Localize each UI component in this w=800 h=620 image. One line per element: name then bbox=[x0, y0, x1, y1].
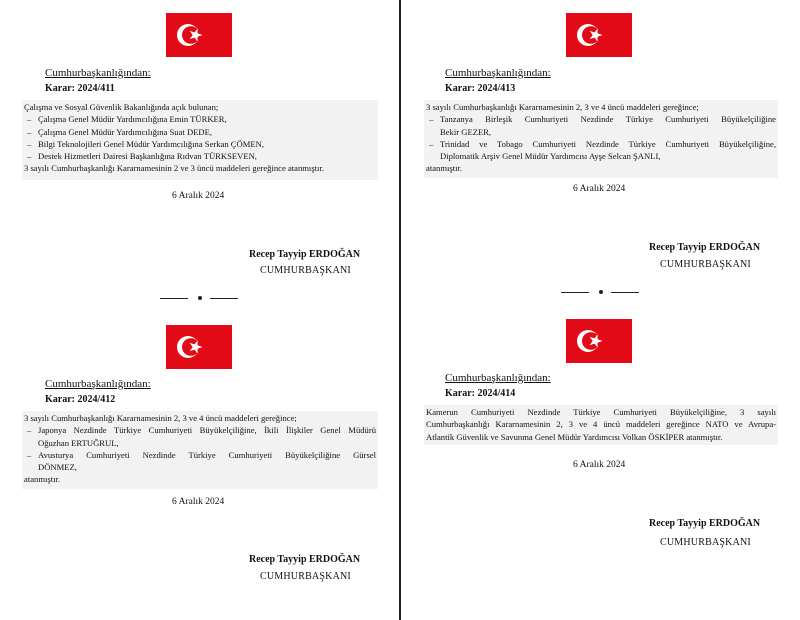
decree-intro: Çalışma ve Sosyal Güvenlik Bakanlığında açık bulunan; bbox=[24, 102, 219, 112]
decree-text-line: Atlantik Güvenlik ve Savunma Genel Müdür Yardımcısı Volkan ÖSKİPER atanmıştır. bbox=[426, 431, 723, 442]
signer-title: CUMHURBAŞKANI bbox=[660, 537, 751, 548]
decree-number: Karar: 2024/414 bbox=[445, 388, 516, 399]
issuer-heading: Cumhurbaşkanlığından: bbox=[445, 67, 551, 79]
decree-date: 6 Aralık 2024 bbox=[172, 497, 225, 507]
list-item: – Destek Hizmetleri Dairesi Başkanlığına Rıdvan TÜRKSEVEN, bbox=[27, 151, 257, 162]
decree-body bbox=[22, 411, 378, 489]
turkish-flag-icon bbox=[566, 319, 632, 363]
turkish-flag-icon bbox=[166, 325, 232, 369]
list-item: – Japonya Nezdinde Türkiye Cumhuriyeti Büyükelçiliğine, İkili İlişkiler Genel Müdürü Oğuzhan ERTUĞRUL, bbox=[27, 425, 376, 448]
signer-name: Recep Tayyip ERDOĞAN bbox=[249, 554, 361, 565]
list-item: – Çalışma Genel Müdür Yardımcılığına Suat DEDE, bbox=[27, 126, 213, 137]
issuer-heading: Cumhurbaşkanlığından: bbox=[445, 372, 551, 384]
list-item: – Tanzanya Birleşik Cumhuriyeti Nezdinde Türkiye Cumhuriyeti Büyükelçiliğine Bekir GEZER, bbox=[429, 114, 776, 137]
issuer-heading: Cumhurbaşkanlığından: bbox=[45, 378, 151, 390]
decree-closing: 3 sayılı Cumhurbaşkanlığı Kararnamesinin 2 ve 3 üncü maddeleri gereğince atanmıştır. bbox=[24, 163, 324, 174]
list-item: – Çalışma Genel Müdür Yardımcılığına Emin TÜRKER, bbox=[27, 114, 227, 125]
section-separator bbox=[561, 287, 641, 297]
decree-body bbox=[424, 100, 778, 178]
decree-closing: atanmıştır. bbox=[426, 163, 463, 174]
section-separator bbox=[160, 293, 240, 303]
decree-body bbox=[22, 100, 378, 180]
decree-text-line: Kamerun Cumhuriyeti Nezdinde Türkiye Cumhuriyeti Büyükelçiliğine, 3 sayılı bbox=[426, 407, 776, 417]
issuer-heading: Cumhurbaşkanlığından: bbox=[45, 67, 151, 79]
decree-body bbox=[424, 405, 778, 445]
list-item: – Trinidad ve Tobago Cumhuriyeti Nezdinde Türkiye Cumhuriyeti Büyükelçiliğine, Diplomatik Arşiv Genel Müdür Yardımcısı Ayşe Selcan ŞANLI, bbox=[429, 138, 776, 162]
decree-date: 6 Aralık 2024 bbox=[573, 184, 626, 194]
decree-text-line: Cumhurbaşkanlığı Kararnamesinin 2, 3 ve 4 üncü maddeleri gereğince NATO ve Avrupa- bbox=[426, 419, 776, 430]
decree-date: 6 Aralık 2024 bbox=[172, 191, 225, 201]
signer-name: Recep Tayyip ERDOĞAN bbox=[649, 518, 761, 529]
page-divider bbox=[399, 0, 401, 620]
list-item: – Bilgi Teknolojileri Genel Müdür Yardımcılığına Serkan ÇÖMEN, bbox=[27, 138, 264, 149]
decree-intro: 3 sayılı Cumhurbaşkanlığı Kararnamesinin 2, 3 ve 4 üncü maddeleri gereğince; bbox=[24, 413, 297, 423]
decree-closing: atanmıştır. bbox=[24, 474, 61, 485]
signer-name: Recep Tayyip ERDOĞAN bbox=[249, 249, 361, 260]
turkish-flag-icon bbox=[166, 13, 232, 57]
turkish-flag-icon bbox=[566, 13, 632, 57]
decree-number: Karar: 2024/412 bbox=[45, 394, 116, 405]
list-item: – Avusturya Cumhuriyeti Nezdinde Türkiye Cumhuriyeti Büyükelçiliğine Gürsel DÖNMEZ, bbox=[27, 449, 376, 473]
signer-title: CUMHURBAŞKANI bbox=[260, 571, 351, 582]
signer-title: CUMHURBAŞKANI bbox=[260, 265, 351, 276]
decree-number: Karar: 2024/413 bbox=[445, 83, 516, 94]
decree-number: Karar: 2024/411 bbox=[45, 83, 115, 94]
signer-title: CUMHURBAŞKANI bbox=[660, 259, 751, 270]
signer-name: Recep Tayyip ERDOĞAN bbox=[649, 242, 761, 253]
decree-intro: 3 sayılı Cumhurbaşkanlığı Kararnamesinin 2, 3 ve 4 üncü maddeleri gereğince; bbox=[426, 102, 699, 112]
decree-date: 6 Aralık 2024 bbox=[573, 460, 626, 470]
